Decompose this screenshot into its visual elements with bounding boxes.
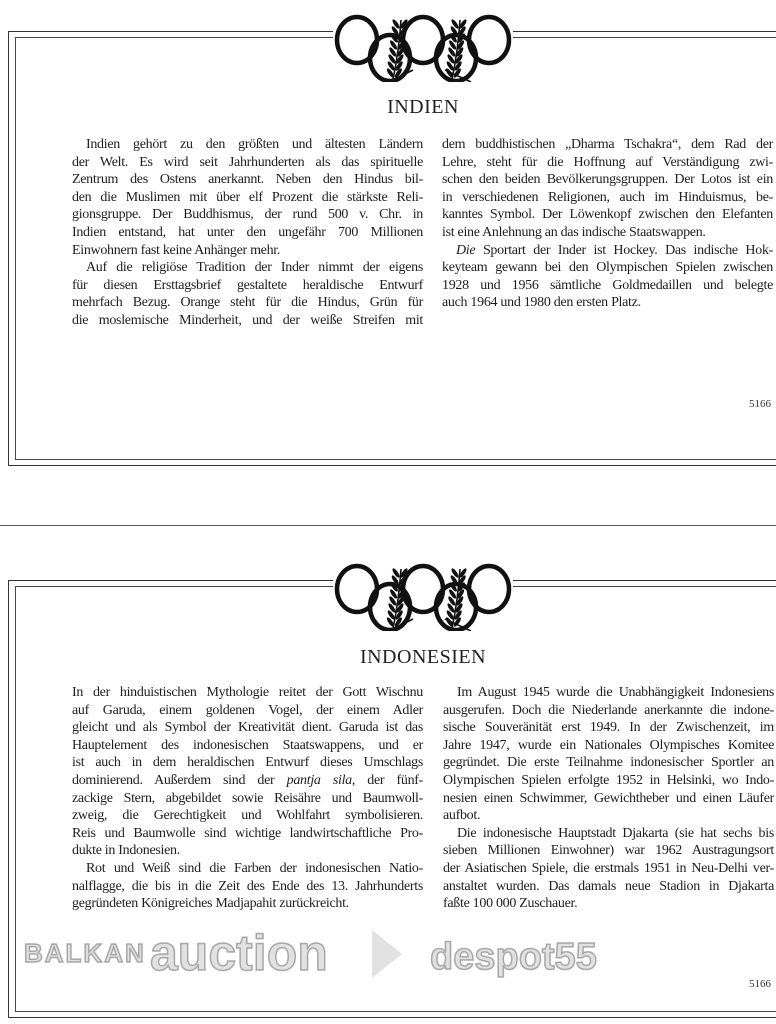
- text-line: [72, 772, 423, 790]
- paragraph: [72, 860, 423, 913]
- italic-text: Die: [456, 242, 476, 258]
- text-line: Olympischen Spielen erfolgte 1952 in Helsinki, wo Indo-: [443, 772, 774, 788]
- text-line: Einwohnern fast keine Anhänger mehr.: [72, 242, 281, 258]
- text-line: ausgerufen. Doch die Niederlande anerkannte die indone-: [443, 702, 774, 718]
- text-line: Jahre 1947, wurde ein Nationales Olympisches Komitee: [443, 737, 774, 753]
- text-segment: Sportart der Inder ist Hockey. Das indische Hok-: [475, 242, 773, 258]
- text-line: auch 1964 und 1980 den ersten Platz.: [442, 295, 641, 311]
- text-line: schen den beiden Bevölkerungsgruppen. Der Lotos ist ein: [442, 172, 773, 188]
- text-line: sische Souveränität erst 1949. In der Zwischenzeit, im: [443, 720, 774, 736]
- text-line: in verschiedenen Religionen, auch im Hinduismus, be-: [442, 189, 773, 205]
- text-line: anstaltet wurden. Das damals neue Stadion in Djakarta: [443, 878, 774, 894]
- text-line: für diesen Ersttagsbrief gestaltete heraldische Entwurf: [72, 277, 423, 293]
- text-line: auf Garuda, einem goldenen Vogel, der einem Adler: [72, 702, 423, 718]
- italic-text: pantja sila: [286, 772, 352, 788]
- text-line: den die Muslimen mit über elf Prozent die stärkste Reli-: [72, 189, 423, 205]
- text-line: Hauptelement des indonesischen Staatswappens, und er: [72, 737, 423, 753]
- text-line: 1928 und 1956 sämtliche Goldmedaillen und belegte: [442, 277, 773, 293]
- text-line: faßte 100 000 Zuschauer.: [443, 896, 578, 912]
- paragraph: [442, 136, 773, 242]
- page-number: 5166: [749, 398, 771, 410]
- text-segment: dominierend. Außerdem sind der: [72, 772, 287, 788]
- paragraph: [442, 242, 773, 312]
- text-line: ist eine Anlehnung an das indische Staatswappen.: [442, 224, 706, 240]
- text-line: Indien entstand, hat unter den ungefähr 700 Millionen: [72, 224, 423, 240]
- olympic-rings-icon: [333, 551, 513, 631]
- text-line: gleicht und als Symbol der Kreativität dient. Garuda ist das: [72, 720, 423, 736]
- text-line: zackige Stern, abgebildet sowie Reisähre und Baumwoll-: [72, 790, 423, 806]
- paragraph: [443, 825, 774, 913]
- left-column: [72, 136, 423, 330]
- paragraph: [72, 259, 423, 329]
- text-line: mehrfach Bezug. Orange steht für die Hindus, Grün für: [72, 295, 423, 311]
- paragraph: [72, 684, 423, 860]
- watermark-line1: BALKAN: [24, 938, 146, 968]
- watermark-arrow-icon: [372, 930, 402, 978]
- watermark-line2: auction: [150, 925, 328, 981]
- watermark-line3: despot55: [430, 936, 597, 978]
- text-line: Indien gehört zu den größten und ältesten Ländern: [86, 137, 423, 152]
- paragraph: [443, 684, 774, 825]
- text-line: aufbot.: [443, 808, 481, 824]
- text-segment: , der fünf-: [351, 772, 423, 788]
- page-title: INDONESIEN: [359, 646, 487, 668]
- text-line: Zentrum des Ostens anerkannt. Neben den Hindus bil-: [72, 172, 423, 188]
- olympic-rings-icon: [333, 2, 513, 82]
- text-line: keyteam gewann bei den Olympischen Spielen zwischen: [442, 260, 773, 276]
- text-line: der Asiatischen Spiele, die erstmals 1951 in Neu-Delhi ver-: [443, 860, 774, 876]
- page-divider: [0, 525, 776, 526]
- text-line: Im August 1945 wurde die Unabhängigkeit Indonesiens: [457, 685, 774, 700]
- text-line: [442, 242, 773, 260]
- text-line: Rot und Weiß sind die Farben der indonesischen Natio-: [86, 860, 423, 876]
- text-line: Die indonesische Hauptstadt Djakarta (sie hat sechs bis: [457, 825, 774, 841]
- olympic-rings-laurel-icon: [333, 2, 513, 82]
- left-column: [72, 684, 423, 913]
- text-line: gegründeten Königreiches Madjapahit zurückreicht.: [72, 896, 349, 912]
- right-column: [443, 684, 774, 913]
- text-line: gegründet. Die erste Teilnahme indonesischer Sportler an: [443, 755, 774, 771]
- text-line: Auf die religiöse Tradition der Inder nimmt der eigens: [86, 260, 423, 276]
- page-title: INDIEN: [387, 96, 459, 118]
- right-column: [442, 136, 773, 312]
- text-line: zweig, die Gerechtigkeit und Wohlfahrt symbolisieren.: [72, 808, 423, 824]
- text-line: die moslemische Minderheit, und der weiße Streifen mit: [72, 312, 423, 328]
- text-line: ist auch in dem heraldischen Entwurf dieses Umschlags: [72, 755, 423, 771]
- text-line: dukte in Indonesien.: [72, 843, 180, 859]
- text-line: der Welt. Es wird seit Jahrhunderten als das spirituelle: [72, 154, 423, 170]
- page-number: 5166: [749, 978, 771, 990]
- text-line: Lehre, steht für die Hoffnung auf Verständigung zwi-: [442, 154, 773, 170]
- text-line: kanntes Symbol. Der Löwenkopf zwischen den Elefanten: [442, 207, 773, 223]
- paragraph: [72, 136, 423, 259]
- text-line: gionsgruppe. Der Buddhismus, der rund 500 v. Chr. in: [72, 207, 423, 223]
- text-line: Reis und Baumwolle sind wichtige landwirtschaftliche Pro-: [72, 825, 423, 841]
- text-line: nalflagge, die bis in die Zeit des Ende des 13. Jahrhunderts: [72, 878, 423, 894]
- olympic-rings-laurel-icon: [333, 551, 513, 631]
- text-line: nesien einen Schwimmer, Gewichtheber und einen Läufer: [443, 790, 774, 806]
- text-line: dem buddhistischen „Dharma Tschakra“, dem Rad der: [442, 137, 773, 152]
- text-line: sieben Millionen Einwohner) war 1962 Austragungsort: [443, 843, 774, 859]
- text-line: In der hinduistischen Mythologie reitet der Gott Wischnu: [72, 685, 423, 700]
